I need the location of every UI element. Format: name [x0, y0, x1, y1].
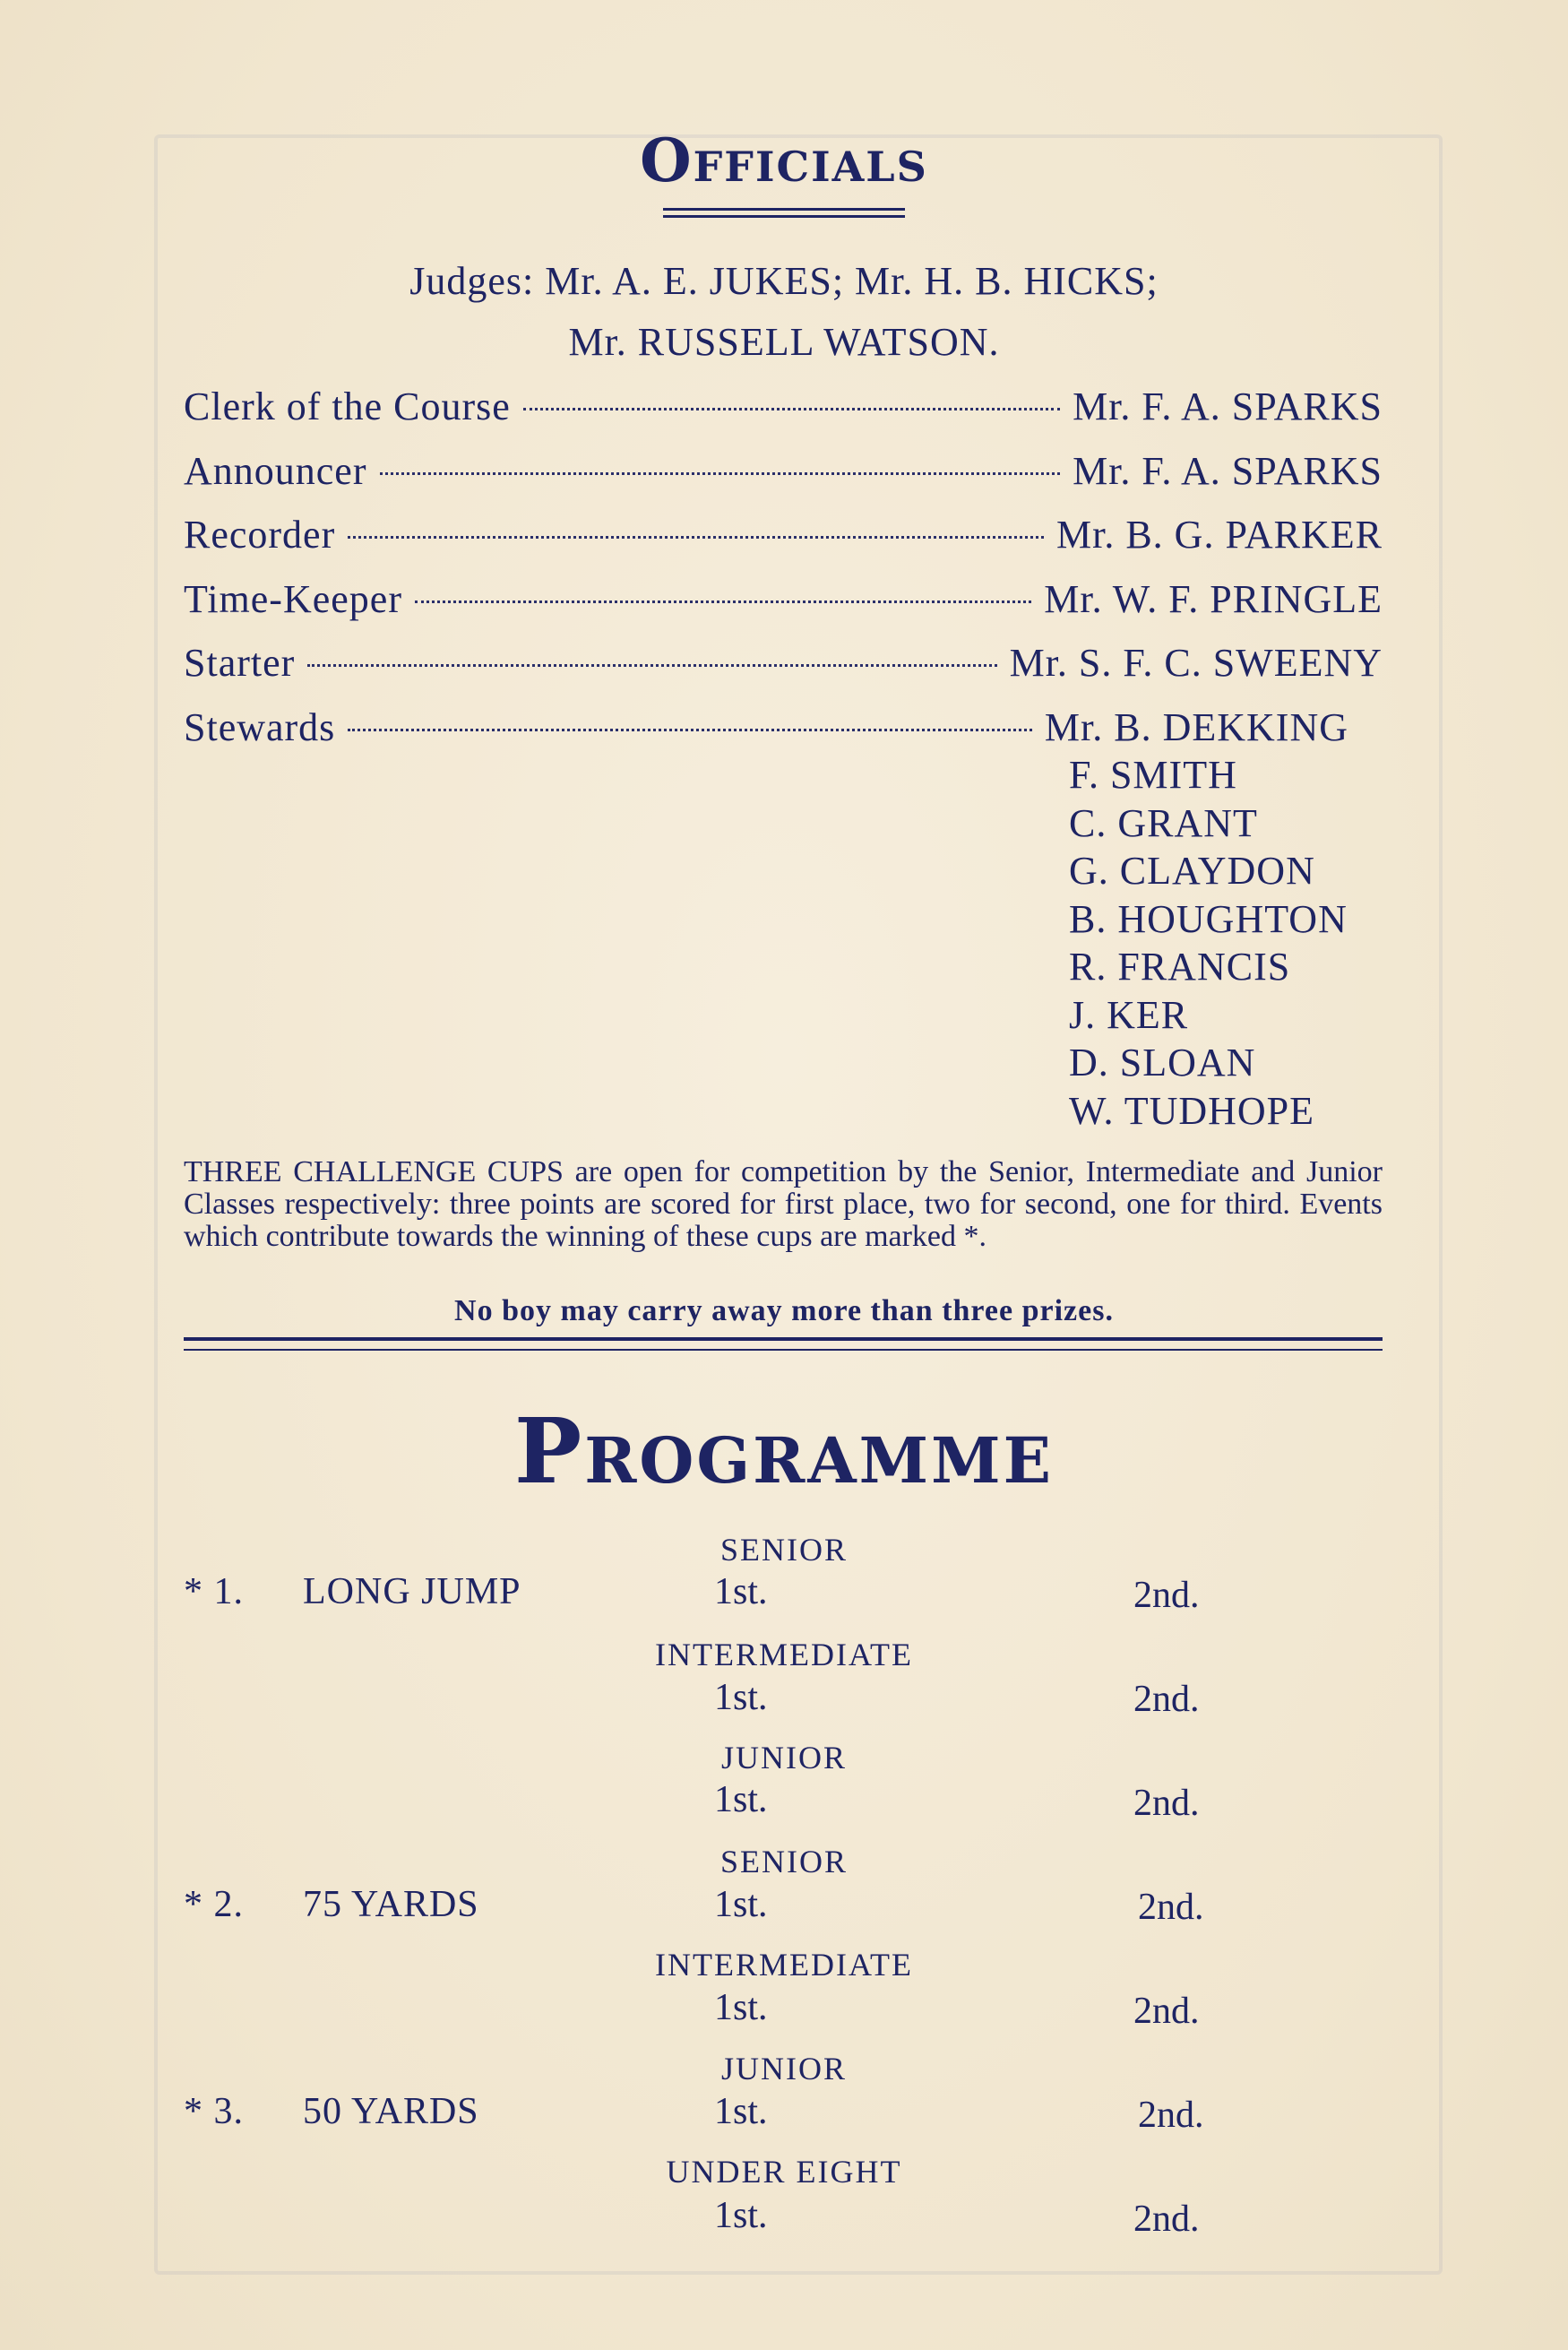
class-label-junior: JUNIOR	[720, 2051, 847, 2086]
official-role: Starter	[184, 641, 296, 685]
first-place-label: 1st.	[714, 1779, 768, 1820]
official-role: Announcer	[184, 449, 367, 493]
steward-name: W. TUDHOPE	[1069, 1088, 1315, 1133]
first-place-label: 1st.	[714, 1677, 768, 1718]
official-row-recorder	[184, 512, 1383, 557]
official-role: Time-Keeper	[184, 577, 402, 621]
leader-dots	[348, 536, 1044, 539]
event-name-50-yards: 50 YARDS	[303, 2091, 479, 2132]
event-number: * 1.	[184, 1571, 244, 1612]
class-label-intermediate: INTERMEDIATE	[655, 1947, 913, 1983]
second-place-label: 2nd.	[1133, 1679, 1200, 1720]
judges-line-1: Judges: Mr. A. E. JUKES; Mr. H. B. HICKS;	[409, 259, 1159, 303]
official-name: Mr. B. G. PARKER	[1055, 513, 1383, 557]
leader-dots	[415, 600, 1031, 603]
prize-limit-notice: No boy may carry away more than three prizes.	[454, 1294, 1114, 1327]
second-place-label: 2nd.	[1138, 1887, 1204, 1928]
steward-name: R. FRANCIS	[1069, 945, 1291, 989]
leader-dots	[523, 408, 1060, 410]
second-place-label: 2nd.	[1138, 2095, 1204, 2136]
class-label-under-eight: UNDER EIGHT	[666, 2154, 902, 2190]
officials-title: Officials	[640, 125, 928, 195]
first-place-label: 1st.	[714, 1987, 768, 2028]
leader-dots	[348, 729, 1032, 731]
class-label-senior: SENIOR	[719, 1844, 848, 1879]
first-place-label: 1st.	[714, 1571, 768, 1612]
steward-name: D. SLOAN	[1069, 1041, 1256, 1084]
official-role: Clerk of the Course	[184, 384, 511, 428]
judges-line-2: Mr. RUSSELL WATSON.	[568, 320, 1000, 364]
officials-title-underline	[663, 208, 905, 211]
steward-name: B. HOUGHTON	[1069, 896, 1348, 941]
official-role: Stewards	[184, 705, 336, 749]
first-place-label: 1st.	[714, 2195, 768, 2236]
official-name: Mr. F. A. SPARKS	[1073, 384, 1383, 428]
second-place-label: 2nd.	[1133, 1783, 1200, 1824]
steward-name: F. SMITH	[1069, 753, 1237, 797]
official-role: Recorder	[184, 513, 336, 557]
official-name: Mr. F. A. SPARKS	[1073, 449, 1383, 493]
second-place-label: 2nd.	[1133, 1575, 1200, 1616]
class-label-intermediate: INTERMEDIATE	[655, 1637, 913, 1672]
event-number: * 3.	[184, 2091, 244, 2132]
official-name: Mr. S. F. C. SWEENY	[1009, 641, 1383, 685]
challenge-cups-notice: THREE CHALLENGE CUPS are open for competition by the Senior, Intermediate and Junior Classes respectively: three points are scored for first place, two for second, one for third. Events which contribute towards the winning of these cups are marked *.	[184, 1155, 1383, 1253]
official-name: Mr. W. F. PRINGLE	[1044, 577, 1383, 621]
official-row-stewards	[184, 704, 1348, 750]
officials-title-underline-2	[663, 215, 905, 218]
event-number: * 2.	[184, 1884, 244, 1925]
first-place-label: 1st.	[714, 1884, 768, 1925]
stewards-list	[1069, 751, 1348, 1135]
steward-name: C. GRANT	[1069, 800, 1258, 845]
official-row-timekeeper	[184, 576, 1383, 622]
class-label-junior: JUNIOR	[720, 1740, 847, 1775]
official-name: Mr. B. DEKKING	[1044, 705, 1348, 749]
second-place-label: 2nd.	[1133, 1991, 1200, 2032]
section-divider	[184, 1337, 1383, 1351]
class-label-senior: SENIOR	[719, 1532, 848, 1568]
first-place-label: 1st.	[714, 2091, 768, 2132]
leader-dots	[307, 664, 996, 667]
leader-dots	[380, 472, 1061, 475]
official-row-clerk	[184, 384, 1383, 429]
official-row-announcer	[184, 448, 1383, 494]
event-name-75-yards: 75 YARDS	[303, 1884, 479, 1925]
official-row-starter	[184, 640, 1383, 686]
steward-name: G. CLAYDON	[1069, 849, 1315, 893]
steward-name: J. KER	[1069, 992, 1189, 1037]
second-place-label: 2nd.	[1133, 2199, 1200, 2240]
programme-title: Programme	[514, 1398, 1054, 1504]
event-name-long-jump: LONG JUMP	[303, 1571, 521, 1612]
